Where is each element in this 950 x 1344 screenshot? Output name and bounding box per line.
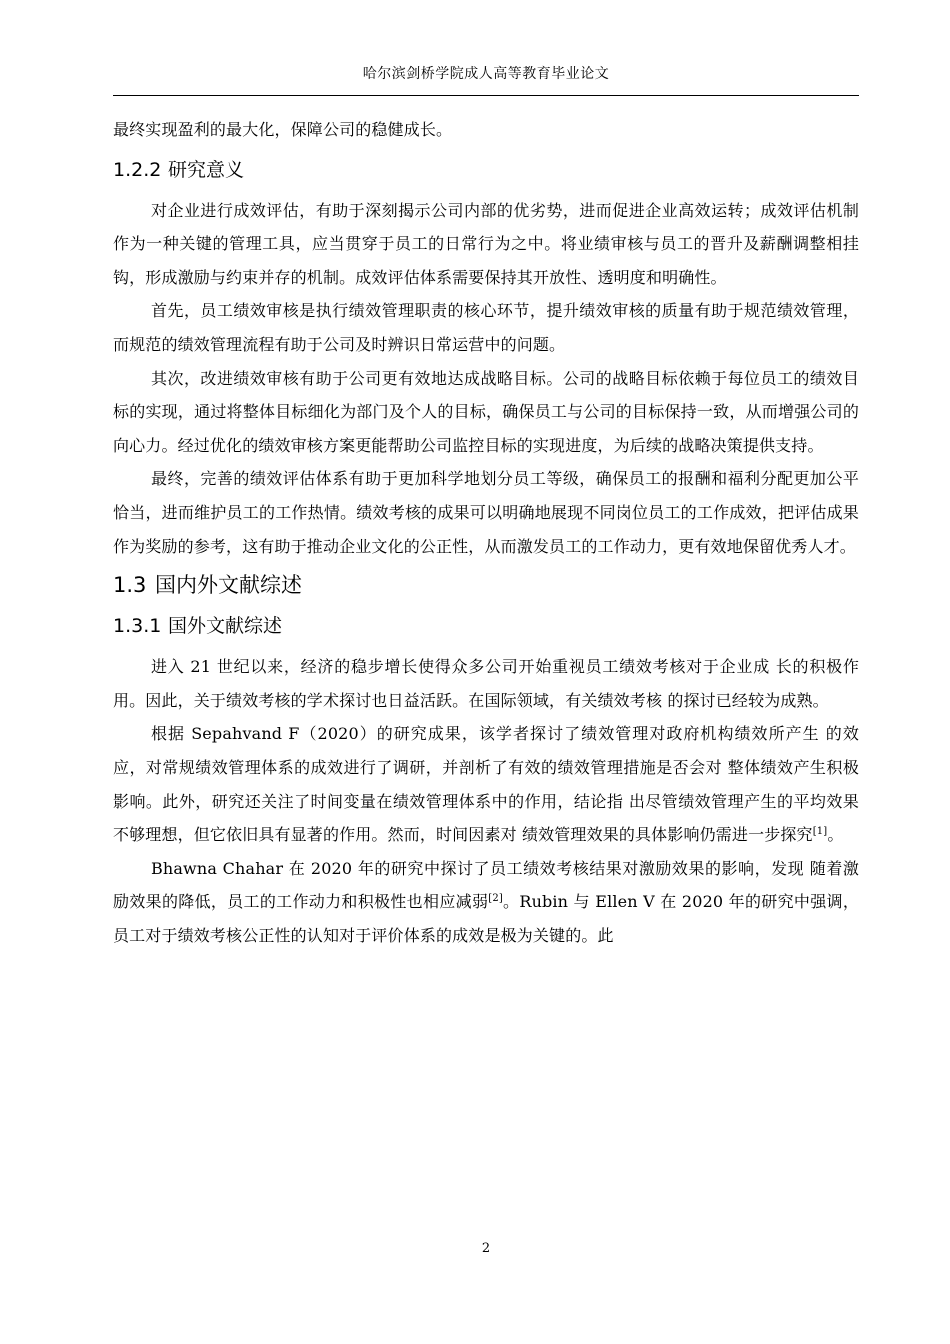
section-title: 国外文献综述 xyxy=(168,615,283,638)
paragraph-end: 。Rubin 与 Ellen V 在 2020 年的研究中强调，员工对于绩效考核公正性的认知对于评价体系的成效是极为关键的。此 xyxy=(113,892,859,945)
paragraph-chahar xyxy=(113,852,859,953)
section-number: 1.3 xyxy=(113,573,147,598)
section-number: 1.3.1 xyxy=(113,615,162,638)
header-rule xyxy=(113,95,859,96)
paragraph-end: 。 xyxy=(827,825,844,845)
paragraph-continuation: 最终实现盈利的最大化，保障公司的稳健成长。 xyxy=(113,120,453,139)
paragraph-first-point: 首先，员工绩效审核是执行绩效管理职责的核心环节，提升绩效审核的质量有助于规范绩效管理，而规范的绩效管理流程有助于公司及时辨识日常运营中的问题。 xyxy=(113,301,859,354)
paragraph-text: 根据 Sepahvand F（2020）的研究成果，该学者探讨了绩效管理对政府机构绩效所产生 的效应，对常规绩效管理体系的成效进行了调研，并剖析了有效的绩效管理措施是否会对 整体绩效产生积极影响。此外，研究还关注了时间变量在绩效管理体系中的作用，结论指 出尽管绩效管理产生的平均效果不够理想，但它依旧具有显著的作用。然而，时间因素对 绩效管理效果的具体影响仍需进一步探究 xyxy=(113,724,859,845)
paragraph-final-point: 最终，完善的绩效评估体系有助于更加科学地划分员工等级，确保员工的报酬和福利分配更加公平恰当，进而维护员工的工作热情。绩效考核的成果可以明确地展现不同岗位员工的工作成效，把评估成果作为奖励的参考，这有助于推动企业文化的公正性，从而激发员工的工作动力，更有效地保留优秀人才。 xyxy=(113,469,859,556)
paragraph-second-point: 其次，改进绩效审核有助于公司更有效地达成战略目标。公司的战略目标依赖于每位员工的绩效目标的实现，通过将整体目标细化为部门及个人的目标，确保员工与公司的目标保持一致，从而增强公司的向心力。经过优化的绩效审核方案更能帮助公司监控目标的实现进度，为后续的战略决策提供支持。 xyxy=(113,368,859,455)
citation-1: [1] xyxy=(812,826,828,838)
running-header: 哈尔滨剑桥学院成人高等教育毕业论文 xyxy=(362,66,610,82)
body-text xyxy=(113,113,859,952)
section-heading-1-3 xyxy=(113,569,859,601)
paragraph-sepahvand xyxy=(113,717,859,851)
section-title: 国内外文献综述 xyxy=(155,573,302,598)
paragraph-foreign-review-intro: 进入 21 世纪以来，经济的稳步增长使得众多公司开始重视员工绩效考核对于企业成 长的积极作用。因此，关于绩效考核的学术探讨也日益活跃。在国际领域，有关绩效考核 的探讨已经较为成熟。 xyxy=(113,657,859,710)
citation-2: [2] xyxy=(488,893,503,905)
section-number: 1.2.2 xyxy=(113,158,162,181)
section-title: 研究意义 xyxy=(168,158,245,181)
section-heading-1-2-2 xyxy=(113,155,859,185)
section-heading-1-3-1 xyxy=(113,611,859,641)
paragraph-significance-intro: 对企业进行成效评估，有助于深刻揭示公司内部的优劣势，进而促进企业高效运转；成效评估机制作为一种关键的管理工具，应当贯穿于员工的日常行为之中。将业绩审核与员工的晋升及薪酬调整相挂钩，形成激励与约束并存的机制。成效评估体系需要保持其开放性、透明度和明确性。 xyxy=(113,200,859,287)
page-number: 2 xyxy=(481,1241,491,1256)
paragraph-text: Bhawna Chahar 在 2020 年的研究中探讨了员工绩效考核结果对激励效果的影响，发现 随着激励效果的降低，员工的工作动力和积极性也相应减弱 xyxy=(113,858,859,912)
